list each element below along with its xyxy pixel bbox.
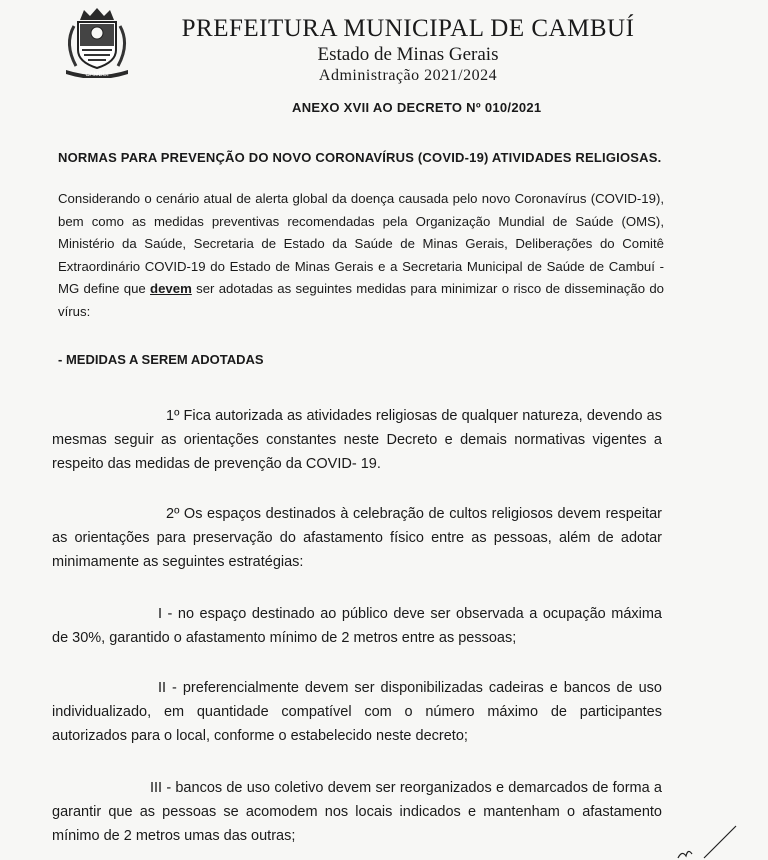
municipal-crest-logo [58, 6, 136, 78]
item-i: I - no espaço destinado ao público deve ser observada a ocupação máxima de 30%, garantido o afastamento mínimo de 2 metros entre as pessoas; [52, 606, 662, 646]
crest-label: CAMBUÍ [85, 72, 109, 78]
municipality-title: PREFEITURA MUNICIPAL DE CAMBUÍ [181, 15, 635, 42]
section-title: - MEDIDAS A SEREM ADOTADAS [58, 352, 264, 367]
state-name: Estado de Minas Gerais [317, 44, 499, 65]
item-ii: II - preferencialmente devem ser disponibilizadas cadeiras e bancos de uso individualizado, em quantidade compatível com o número máximo de participantes autorizados para o local, conforme o estabelecido neste decreto; [52, 680, 662, 744]
paragraph-1: 1º Fica autorizada as atividades religiosas de qualquer natureza, devendo as mesmas seguir as orientações constantes neste Decreto e demais normativas vigentes a respeito das medidas de prevenção da COVID- 19. [52, 408, 662, 472]
signature-mark [648, 820, 738, 860]
administration-period: Administração 2021/2024 [318, 67, 498, 84]
annex-title: ANEXO XVII AO DECRETO Nº 010/2021 [292, 100, 542, 115]
item-iii: III - bancos de uso coletivo devem ser reorganizados e demarcados de forma a garantir que as pessoas se acomodem nos locais indicados e mantenham o afastamento mínimo de 2 metros umas das outras; [52, 780, 662, 844]
intro-paragraph: Considerando o cenário atual de alerta global da doença causada pelo novo Coronavírus (COVID-19), bem como as medidas preventivas recomendadas pela Organização Mundial de Saúde (OMS), Ministério da Saúde, Secretaria de Estado da Saúde de Minas Gerais, Deliberações do Comitê Extraordinário COVID-19 do Estado de Minas Gerais e a Secretaria Municipal de Saúde de Cambuí - MG define que devem ser adotadas as seguintes medidas para minimizar o risco de disseminação do vírus: [58, 191, 664, 319]
paragraph-2: 2º Os espaços destinados à celebração de cultos religiosos devem respeitar as orientações para preservação do afastamento físico entre as pessoas, além de adotar minimamente as seguintes estratégias: [52, 506, 662, 570]
emphasis-word: devem [150, 281, 192, 296]
norms-title: NORMAS PARA PREVENÇÃO DO NOVO CORONAVÍRUS (COVID-19) ATIVIDADES RELIGIOSAS. [58, 150, 662, 165]
letterhead [148, 14, 668, 86]
